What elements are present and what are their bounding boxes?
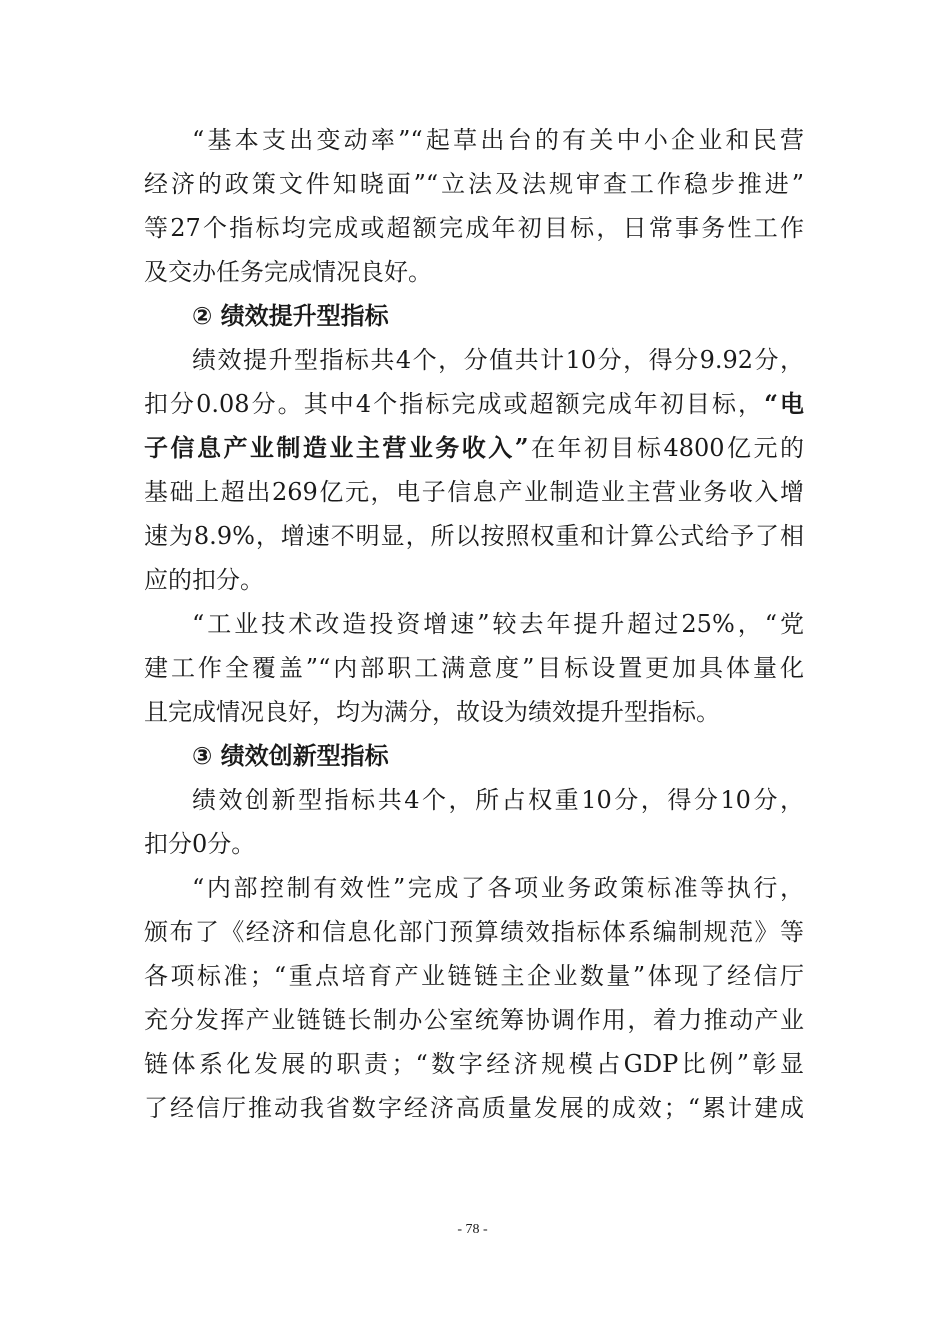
document-body [144, 118, 804, 1130]
text-line: 了经信厅推动我省数字经济高质量发展的成效；“累计建成 [144, 1094, 804, 1122]
text-line: 经济的政策文件知晓面”“立法及法规审查工作稳步推进” [144, 170, 804, 198]
text-line: 且完成情况良好，均为满分，故设为绩效提升型指标。 [144, 698, 720, 726]
emphasis-text: 子信息产业制造业主营业务收入” [144, 433, 529, 462]
text-line: “工业技术改造投资增速”较去年提升超过25%，“党 [192, 610, 804, 638]
text-line: 及交办任务完成情况良好。 [144, 258, 432, 286]
text-line [144, 426, 804, 470]
paragraph-basic-indicators [144, 118, 804, 294]
text-line: 等27个指标均完成或超额完成年初目标，日常事务性工作 [144, 214, 804, 242]
paragraph-internal-control [144, 866, 804, 1130]
text-line: 基础上超出269亿元，电子信息产业制造业主营业务收入增 [144, 478, 804, 506]
paragraph-innovation-indicators [144, 778, 804, 866]
section-heading-performance-improvement: ② 绩效提升型指标 [192, 302, 389, 330]
emphasis-text: “电 [764, 389, 804, 418]
text-line: 绩效创新型指标共4个，所占权重10分，得分10分， [192, 786, 804, 814]
text-line: 各项标准；“重点培育产业链链主企业数量”体现了经信厅 [144, 962, 804, 990]
paragraph-improvement-indicators [144, 338, 804, 602]
text-line: “内部控制有效性”完成了各项业务政策标准等执行， [192, 874, 804, 902]
text-line: 速为8.9%，增速不明显，所以按照权重和计算公式给予了相 [144, 522, 804, 550]
text-line: 建工作全覆盖”“内部职工满意度”目标设置更加具体量化 [144, 654, 804, 682]
text-line: 充分发挥产业链链长制办公室统筹协调作用，着力推动产业 [144, 1006, 804, 1034]
text-line [144, 382, 804, 426]
text-line: 颁布了《经济和信息化部门预算绩效指标体系编制规范》等 [144, 918, 804, 946]
text-segment: 扣分0.08分。其中4个指标完成或超额完成年初目标， [144, 390, 765, 418]
section-heading-performance-innovation: ③ 绩效创新型指标 [192, 742, 389, 770]
paragraph-tech-investment [144, 602, 804, 734]
text-line: 链体系化发展的职责；“数字经济规模占GDP比例”彰显 [144, 1050, 804, 1078]
text-line: 绩效提升型指标共4个，分值共计10分，得分9.92分， [192, 346, 804, 374]
text-line: “基本支出变动率”“起草出台的有关中小企业和民营 [192, 126, 804, 154]
text-line: 应的扣分。 [144, 566, 264, 594]
text-segment: 在年初目标4800亿元的 [528, 434, 805, 462]
page-number: - 78 - [457, 1222, 488, 1237]
text-line: 扣分0分。 [144, 830, 256, 858]
